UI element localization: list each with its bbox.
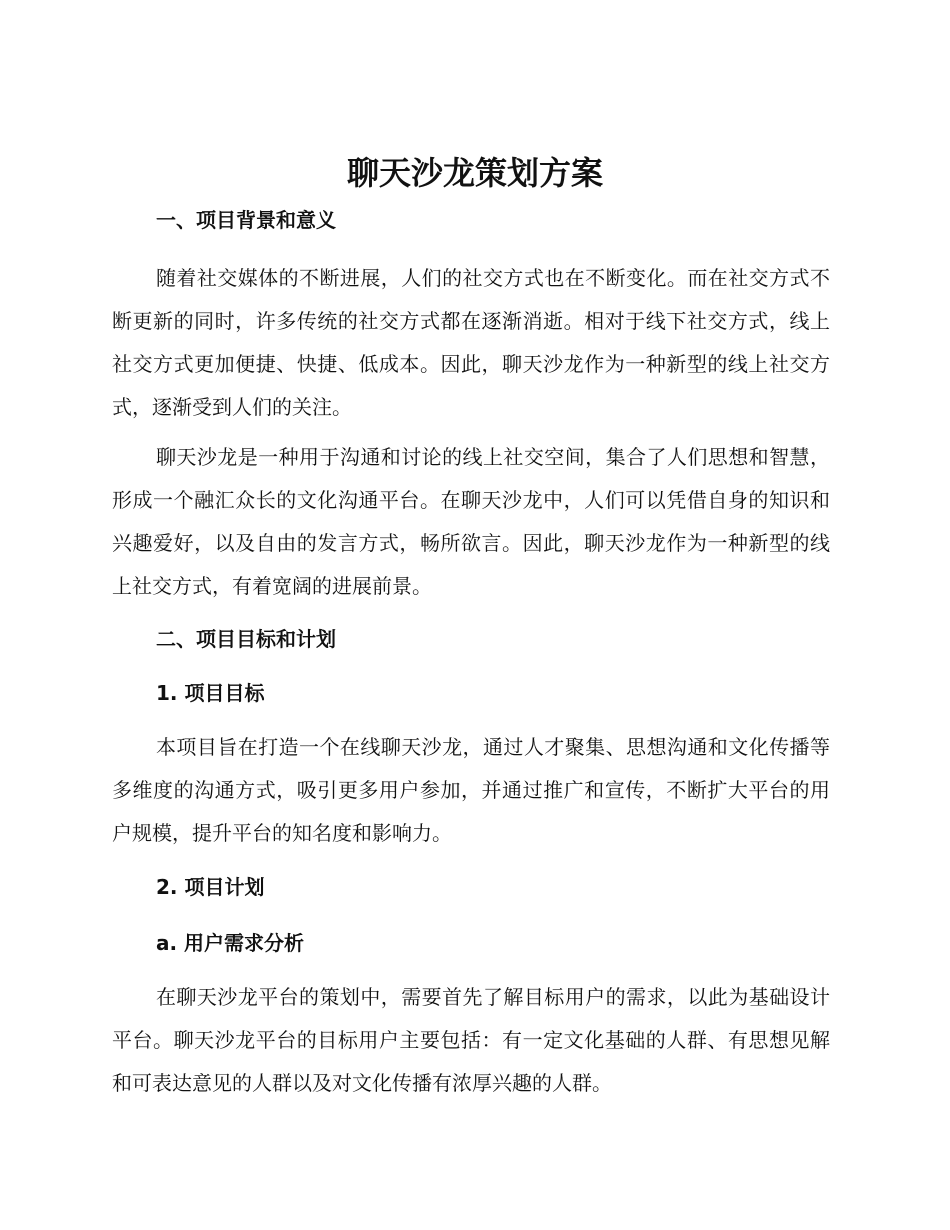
subsection-heading-user-needs: a. 用户需求分析 [156, 931, 305, 955]
subsection-heading-goals: 1. 项目目标 [156, 681, 265, 705]
paragraph-background-1: 随着社交媒体的不断进展，人们的社交方式也在不断变化。而在社交方式不断更新的同时，许多传统的社交方式都在逐渐消逝。相对于线下社交方式，线上社交方式更加便捷、快捷、低成本。因此，聊天沙龙作为一种新型的线上社交方式，逐渐受到人们的关注。 [112, 266, 830, 419]
document-title: 聊天沙龙策划方案 [346, 154, 603, 192]
section-heading-goals-plan: 二、项目目标和计划 [156, 627, 336, 651]
section-heading-background: 一、项目背景和意义 [156, 208, 336, 232]
paragraph-user-needs: 在聊天沙龙平台的策划中，需要首先了解目标用户的需求，以此为基础设计平台。聊天沙龙平台的目标用户主要包括：有一定文化基础的人群、有思想见解和可表达意见的人群以及对文化传播有浓厚兴趣的人群。 [112, 985, 830, 1095]
paragraph-background-2: 聊天沙龙是一种用于沟通和讨论的线上社交空间，集合了人们思想和智慧，形成一个融汇众长的文化沟通平台。在聊天沙龙中，人们可以凭借自身的知识和兴趣爱好，以及自由的发言方式，畅所欲言。因此，聊天沙龙作为一种新型的线上社交方式，有着宽阔的进展前景。 [112, 445, 830, 598]
paragraph-goals: 本项目旨在打造一个在线聊天沙龙，通过人才聚集、思想沟通和文化传播等多维度的沟通方式，吸引更多用户参加，并通过推广和宣传，不断扩大平台的用户规模，提升平台的知名度和影响力。 [112, 735, 830, 845]
subsection-heading-plan: 2. 项目计划 [156, 875, 265, 899]
